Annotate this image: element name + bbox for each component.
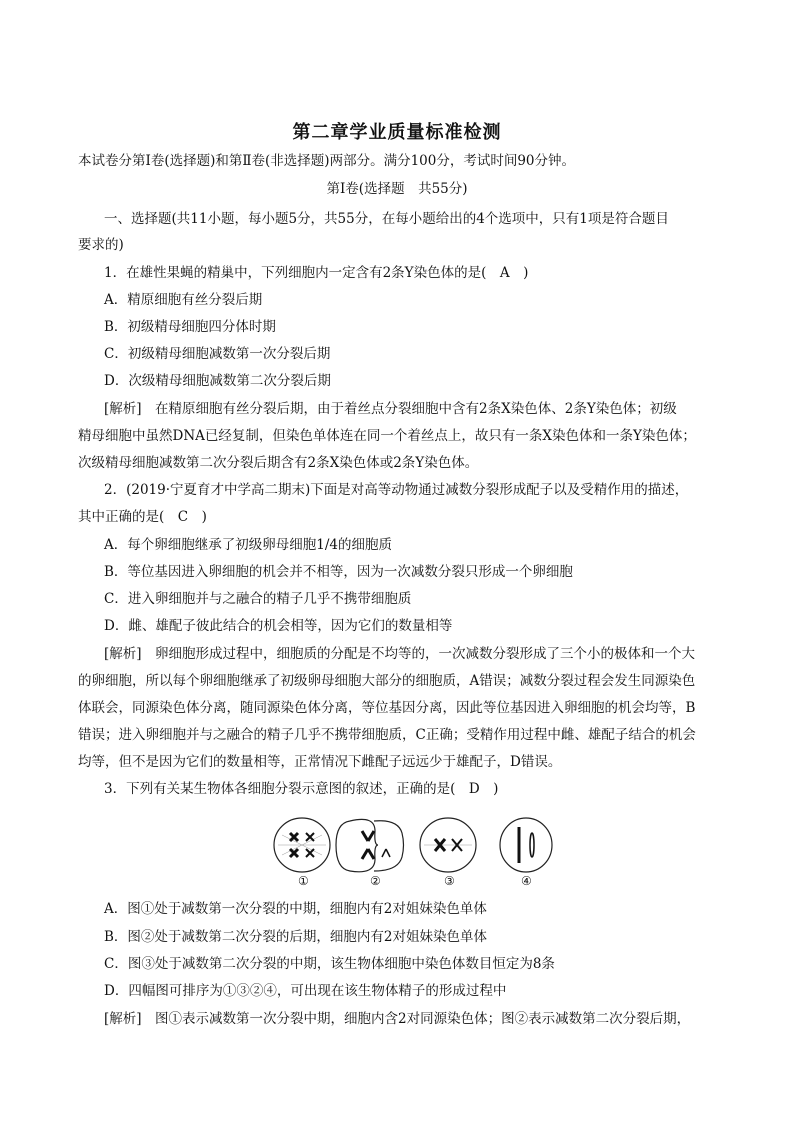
question-2-stem: 其中正确的是( C ): [78, 509, 207, 525]
question-3-stem: 3．下列有关某生物体各细胞分裂示意图的叙述，正确的是( D ): [104, 781, 499, 797]
part-instructions-line: 一、选择题(共11小题，每小题5分，共55分，在每小题给出的4个选项中，只有1项是符合题目: [104, 211, 669, 227]
figure-label-3: ③: [444, 874, 455, 888]
question-2-explanation: [解析] 卵细胞形成过程中，细胞质的分配是不均等的，一次减数分裂形成了三个小的极体和一个大: [104, 646, 696, 662]
question-3-explanation: [解析] 图①表示减数第一次分裂中期，细胞内含2对同源染色体；图②表示减数第二次分裂后期，: [104, 1011, 691, 1027]
cell-division-figures: [270, 813, 560, 888]
question-1-explanation: 精母细胞中虽然DNA已经复制，但染色单体连在同一个着丝点上，故只有一条X染色体和一条Y染色体；: [78, 428, 696, 444]
figure-label-2: ②: [370, 874, 381, 888]
question-1-option-c: C．初级精母细胞减数第一次分裂后期: [104, 346, 331, 362]
question-3-option-b: B．图②处于减数第二次分裂的后期，细胞内有2对姐妹染色单体: [104, 929, 488, 945]
question-1-option-a: A．精原细胞有丝分裂后期: [104, 292, 263, 308]
cell-figure-3: [420, 818, 476, 872]
question-3-option-d: D．四幅图可排序为①③②④，可出现在该生物体精子的形成过程中: [104, 983, 507, 999]
question-2-explanation: 的卵细胞，所以每个卵细胞继承了初级卵母细胞大部分的细胞质，A错误；减数分裂过程会发生同源染色: [78, 673, 696, 689]
question-2-explanation: 体联会，同源染色体分离，随同源染色体分离，等位基因分离，因此等位基因进入卵细胞的机会均等，B: [78, 700, 696, 716]
page-title: 第二章学业质量标准检测: [292, 122, 502, 143]
question-2-explanation: 错误；进入卵细胞并与之融合的精子几乎不携带细胞质，C正确；受精作用过程中雌、雄配子结合的机会: [78, 727, 696, 743]
question-2-option-a: A．每个卵细胞继承了初级卵母细胞1/4的细胞质: [104, 537, 392, 553]
question-1-explanation: 次级精母细胞减数第二次分裂后期含有2条X染色体或2条Y染色体。: [78, 455, 479, 471]
question-1-explanation: [解析] 在精原细胞有丝分裂后期，由于着丝点分裂细胞中含有2条X染色体、2条Y染色体；初级: [104, 401, 677, 417]
figure-label-1: ①: [298, 874, 309, 888]
question-3-option-c: C．图③处于减数第二次分裂的中期，该生物体细胞中染色体数目恒定为8条: [104, 956, 555, 972]
question-2-option-c: C．进入卵细胞并与之融合的精子几乎不携带细胞质: [104, 591, 412, 607]
figure-label-4: ④: [521, 874, 532, 888]
question-1-option-b: B．初级精母细胞四分体时期: [104, 319, 276, 335]
question-2-option-b: B．等位基因进入卵细胞的机会并不相等，因为一次减数分裂只形成一个卵细胞: [104, 564, 573, 580]
question-2-explanation: 均等，但不是因为它们的数量相等，正常情况下雌配子远远少于雄配子，D错误。: [78, 754, 562, 770]
question-3-option-a: A．图①处于减数第一次分裂的中期，细胞内有2对姐妹染色单体: [104, 901, 487, 917]
part-instructions-line: 要求的): [78, 237, 124, 253]
cell-figure-1: [274, 818, 330, 872]
cell-figure-4: [500, 818, 552, 872]
question-1-stem: 1．在雄性果蝇的精巢中，下列细胞内一定含有2条Y染色体的是( A ): [104, 265, 529, 281]
section-heading: 第Ⅰ卷(选择题 共55分): [326, 181, 468, 197]
intro-text: 本试卷分第Ⅰ卷(选择题)和第Ⅱ卷(非选择题)两部分。满分100分，考试时间90分钟。: [78, 153, 576, 169]
question-2-stem: 2．(2019·宁夏育才中学高二期末)下面是对高等动物通过减数分裂形成配子以及受精作用的描述，: [104, 482, 689, 498]
cell-figure-2: [336, 819, 404, 871]
question-2-option-d: D．雌、雄配子彼此结合的机会相等，因为它们的数量相等: [104, 618, 453, 634]
question-1-option-d: D．次级精母细胞减数第二次分裂后期: [104, 373, 331, 389]
